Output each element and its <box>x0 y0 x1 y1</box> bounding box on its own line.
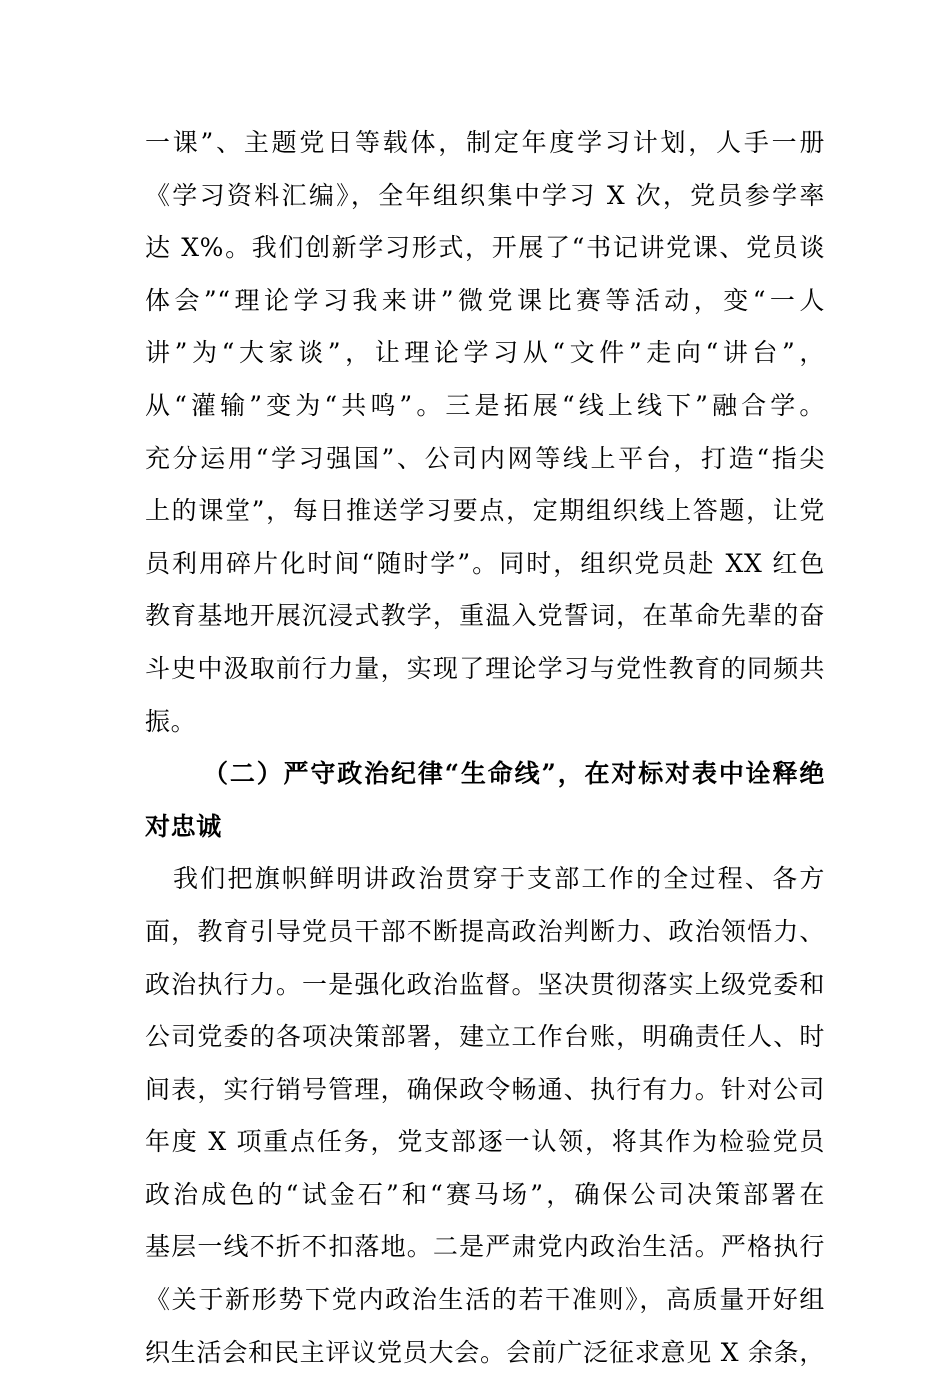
text-line: 公司党委的各项决策部署，建立工作台账，明确责任人、时 <box>145 1022 825 1052</box>
text-line: 年度 X 项重点任务，党支部逐一认领，将其作为检验党员 <box>145 1127 825 1157</box>
text-line: 达 X%。我们创新学习形式，开展了“书记讲党课、党员谈 <box>145 233 825 263</box>
text-line: 斗史中汲取前行力量，实现了理论学习与党性教育的同频共 <box>145 653 825 683</box>
text-line: 《关于新形势下党内政治生活的若干准则》，高质量开好组 <box>145 1285 825 1315</box>
text-line: 从“灌输”变为“共鸣”。三是拓展“线上线下”融合学。 <box>145 390 825 420</box>
paragraph-1 <box>145 117 825 748</box>
text-line: 政治执行力。一是强化政治监督。坚决贯彻落实上级党委和 <box>145 969 825 999</box>
text-line: 《学习资料汇编》，全年组织集中学习 X 次，党员参学率 <box>145 180 825 210</box>
text-line: 员利用碎片化时间“随时学”。同时，组织党员赴 XX 红色 <box>145 548 825 578</box>
heading-line: （二）严守政治纪律“生命线”，在对标对表中诠释绝 <box>203 759 825 789</box>
paragraph-2 <box>145 853 825 1379</box>
text-line: 政治成色的“试金石”和“赛马场”，确保公司决策部署在 <box>145 1179 825 1209</box>
text-line: 面，教育引导党员干部不断提高政治判断力、政治领悟力、 <box>145 916 825 946</box>
heading-line: 对忠诚 <box>145 811 222 841</box>
text-line: 织生活会和民主评议党员大会。会前广泛征求意见 X 余条， <box>145 1337 825 1367</box>
text-line: 充分运用“学习强国”、公司内网等线上平台，打造“指尖 <box>145 443 825 473</box>
text-line: 讲”为“大家谈”，让理论学习从“文件”走向“讲台”， <box>145 338 825 368</box>
text-line: 间表，实行销号管理，确保政令畅通、执行有力。针对公司 <box>145 1074 825 1104</box>
text-line: 我们把旗帜鲜明讲政治贯穿于支部工作的全过程、各方 <box>173 864 825 894</box>
section-heading <box>145 748 825 853</box>
text-line: 体会”“理论学习我来讲”微党课比赛等活动，变“一人 <box>145 285 825 315</box>
document-body <box>145 117 825 1379</box>
text-line: 一课”、主题党日等载体，制定年度学习计划，人手一册 <box>145 128 825 157</box>
text-line: 振。 <box>145 706 197 736</box>
text-line: 上的课堂”，每日推送学习要点，定期组织线上答题，让党 <box>145 496 825 526</box>
text-line: 基层一线不折不扣落地。二是严肃党内政治生活。严格执行 <box>145 1232 825 1262</box>
text-line: 教育基地开展沉浸式教学，重温入党誓词，在革命先辈的奋 <box>145 601 825 631</box>
